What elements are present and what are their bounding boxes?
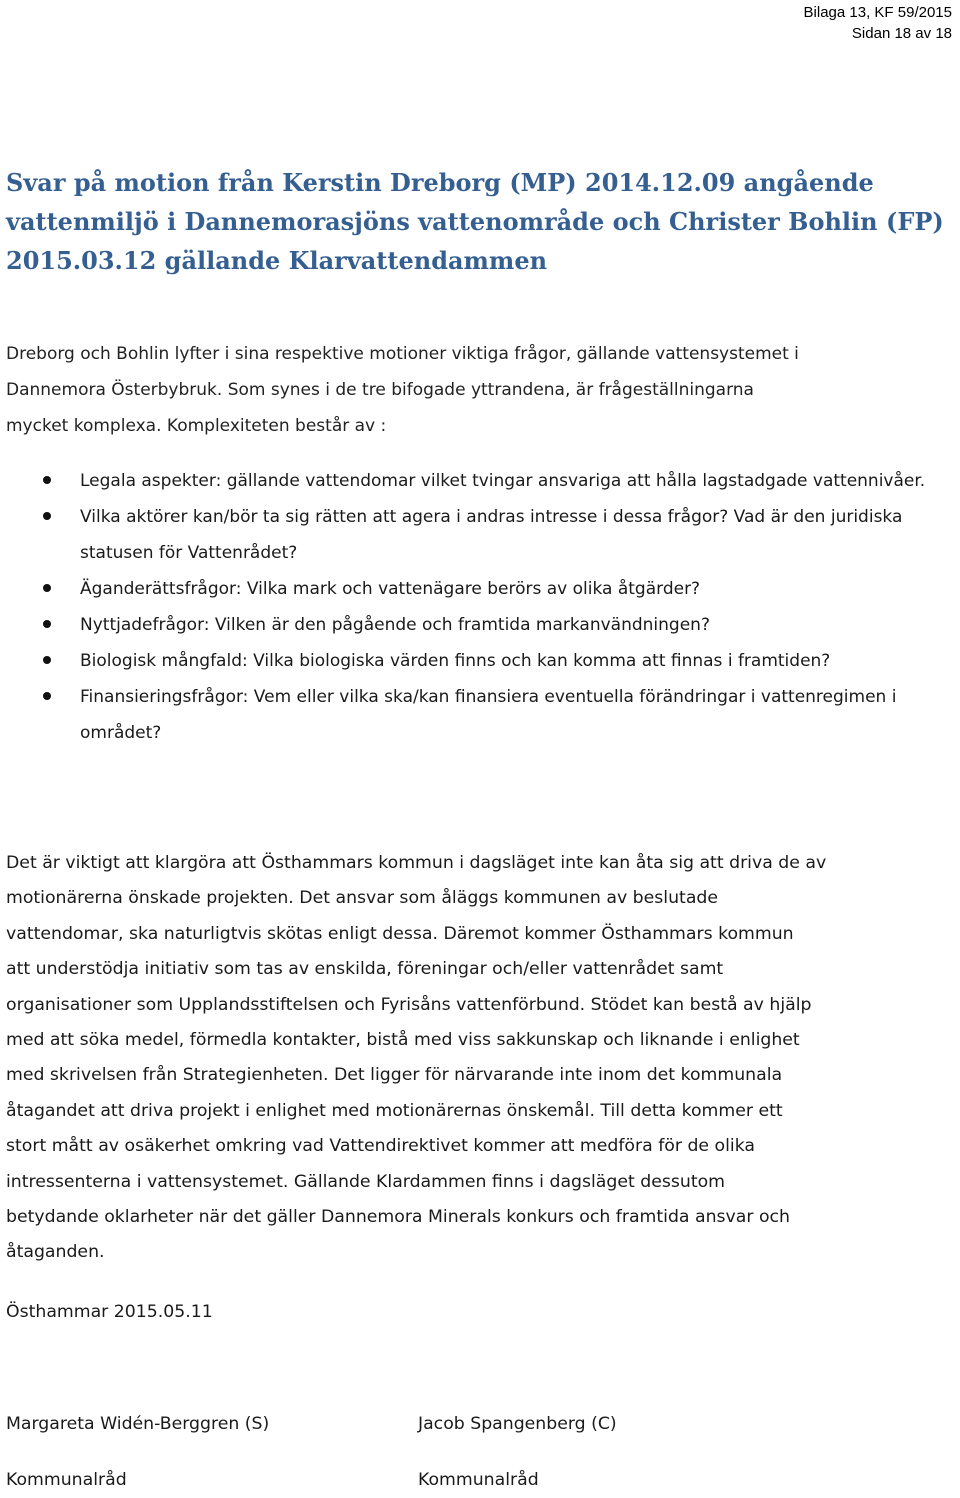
list-item [6, 679, 956, 751]
bullet-icon [43, 476, 51, 484]
signatory-name: Margareta Widén-Berggren (S) [6, 1414, 270, 1434]
signatory-name: Jacob Spangenberg (C) [418, 1414, 617, 1434]
body-line: betydande oklarheter när det gäller Dannemora Minerals konkurs och framtida ansvar och [6, 1207, 790, 1228]
intro-line: mycket komplexa. Komplexiteten består av : [6, 416, 387, 436]
list-item-text: Äganderättsfrågor: Vilka mark och vattenägare berörs av olika åtgärder? [80, 579, 701, 599]
body-line: intressenterna i vattensystemet. Gällande Klardammen finns i dagsläget dessutom [6, 1171, 726, 1192]
body-paragraph [6, 846, 960, 1271]
signature-left [6, 1406, 269, 1498]
complexity-list [6, 463, 956, 751]
intro-paragraph [6, 336, 956, 444]
document-title [6, 163, 956, 280]
intro-line: Dannemora Österbybruk. Som synes i de tre bifogade yttrandena, är frågeställningarna [6, 380, 754, 400]
bullet-icon [43, 584, 51, 592]
title-line: Svar på motion från Kerstin Dreborg (MP) 2014.12.09 angående [6, 168, 874, 197]
signature-right [418, 1406, 617, 1498]
body-line: motionärerna önskade projekten. Det ansvar som åläggs kommunen av beslutade [6, 888, 719, 909]
list-item [6, 499, 956, 571]
title-line: vattenmiljö i Dannemorasjöns vattenområde och Christer Bohlin (FP) [6, 207, 944, 236]
bullet-icon [43, 692, 51, 700]
body-line: med skrivelsen från Strategienheten. Det ligger för närvarande inte inom det kommunala [6, 1065, 783, 1086]
body-line: vattendomar, ska naturligtvis skötas enligt dessa. Däremot kommer Östhammars kommun [6, 923, 794, 944]
body-line: åtagandet att driva projekt i enlighet med motionärernas önskemål. Till detta kommer ett [6, 1100, 783, 1121]
bullet-icon [43, 620, 51, 628]
body-line: stort mått av osäkerhet omkring vad Vattendirektivet kommer att medföra för de olika [6, 1136, 756, 1157]
intro-line: Dreborg och Bohlin lyfter i sina respektive motioner viktiga frågor, gällande vattensystemet i [6, 344, 799, 364]
signatory-role: Kommunalråd [418, 1470, 539, 1490]
list-item [6, 607, 956, 643]
date-line: Östhammar 2015.05.11 [6, 1302, 213, 1322]
title-line: 2015.03.12 gällande Klarvattendammen [6, 246, 548, 275]
list-item-text: Nyttjadefrågor: Vilken är den pågående och framtida markanvändningen? [80, 615, 710, 635]
list-item-text: Legala aspekter: gällande vattendomar vilket tvingar ansvariga att hålla lagstadgade vattennivåer. [80, 471, 926, 491]
page-header [804, 2, 952, 44]
list-item [6, 643, 956, 679]
attachment-label: Bilaga 13, KF 59/2015 [803, 4, 952, 21]
body-line: att understödja initiativ som tas av enskilda, föreningar och/eller vattenrådet samt [6, 959, 724, 980]
body-line: åtaganden. [6, 1242, 105, 1263]
list-item-text: Vilka aktörer kan/bör ta sig rätten att agera i andras intresse i dessa frågor? Vad är den juridiska statusen för Vattenrådet? [80, 507, 903, 563]
list-item-text: Biologisk mångfald: Vilka biologiska värden finns och kan komma att finnas i framtiden? [80, 651, 831, 671]
list-item [6, 463, 956, 499]
list-item-text: Finansieringsfrågor: Vem eller vilka ska/kan finansiera eventuella förändringar i vattenregimen i området? [80, 687, 897, 743]
body-line: med att söka medel, förmedla kontakter, bistå med viss sakkunskap och liknande i enlighet [6, 1030, 800, 1051]
body-line: Det är viktigt att klargöra att Östhammars kommun i dagsläget inte kan åta sig att driva de av [6, 853, 827, 873]
signatory-role: Kommunalråd [6, 1470, 127, 1490]
body-line: organisationer som Upplandsstiftelsen och Fyrisåns vattenförbund. Stödet kan bestå av hjälp [6, 994, 812, 1015]
page-number: Sidan 18 av 18 [851, 25, 952, 42]
bullet-icon [43, 656, 51, 664]
bullet-icon [43, 512, 51, 520]
list-item [6, 571, 956, 607]
